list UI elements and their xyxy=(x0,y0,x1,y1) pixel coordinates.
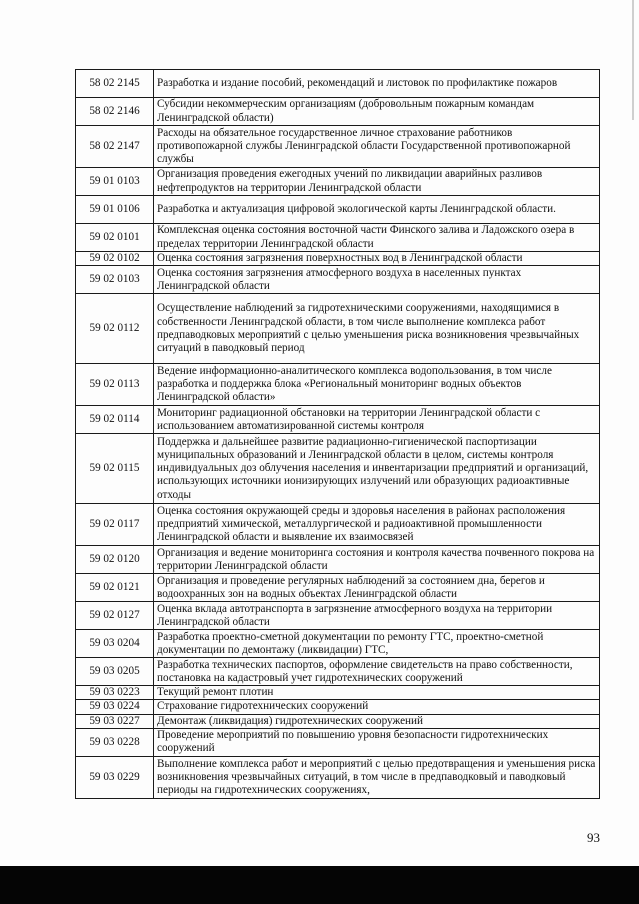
description-cell: Осуществление наблюдений за гидротехническими сооружениями, находящимися в собственности Ленинградской области, в том числе выполнение комплекса работ предпаводковых мероприятий с целью уменьшения риска возникновения чрезвычайных ситуаций в паводковый период xyxy=(154,294,600,364)
code-cell: 59 02 0120 xyxy=(76,546,154,574)
scan-edge-mark xyxy=(632,0,634,120)
code-cell: 58 02 2145 xyxy=(76,70,154,98)
table-row xyxy=(76,406,600,434)
table-row xyxy=(76,504,600,546)
table-row xyxy=(76,546,600,574)
table-row xyxy=(76,434,600,504)
code-cell: 59 02 0112 xyxy=(76,294,154,364)
table-row xyxy=(76,196,600,224)
code-cell: 59 03 0205 xyxy=(76,658,154,686)
description-cell: Организация проведения ежегодных учений по ликвидации аварийных разливов нефтепродуктов на территории Ленинградской области xyxy=(154,168,600,196)
description-cell: Расходы на обязательное государственное личное страхование работников противопожарной службы Ленинградской области Государственной противопожарной службы xyxy=(154,126,600,168)
code-cell: 59 02 0121 xyxy=(76,574,154,602)
code-cell: 59 03 0224 xyxy=(76,700,154,714)
code-cell: 59 02 0102 xyxy=(76,252,154,266)
code-cell: 59 01 0106 xyxy=(76,196,154,224)
description-cell: Страхование гидротехнических сооружений xyxy=(154,700,600,714)
description-cell: Мониторинг радиационной обстановки на территории Ленинградской области с использованием автоматизированной системы контроля xyxy=(154,406,600,434)
table-row xyxy=(76,658,600,686)
code-cell: 59 03 0229 xyxy=(76,756,154,798)
table-row xyxy=(76,756,600,798)
scan-border-bar xyxy=(0,866,639,904)
code-cell: 59 01 0103 xyxy=(76,168,154,196)
code-cell: 59 03 0227 xyxy=(76,714,154,728)
description-cell: Разработка и актуализация цифровой экологической карты Ленинградской области. xyxy=(154,196,600,224)
table-row xyxy=(76,574,600,602)
description-cell: Выполнение комплекса работ и мероприятий с целью предотвращения и уменьшения риска возникновения чрезвычайных ситуаций, в том числе в предпаводковый и паводковый периоды на гидротехнических сооружениях, xyxy=(154,756,600,798)
code-cell: 59 02 0101 xyxy=(76,224,154,252)
description-cell: Разработка проектно-сметной документации по ремонту ГТС, проектно-сметной документации по демонтажу (ликвидации) ГТС, xyxy=(154,630,600,658)
description-cell: Разработка технических паспортов, оформление свидетельств на право собственности, постановка на кадастровый учет гидротехнических сооружений xyxy=(154,658,600,686)
description-cell: Оценка вклада автотранспорта в загрязнение атмосферного воздуха на территории Ленинградской области xyxy=(154,602,600,630)
table-row xyxy=(76,98,600,126)
description-cell: Оценка состояния загрязнения поверхностных вод в Ленинградской области xyxy=(154,252,600,266)
table-row xyxy=(76,364,600,406)
table-row xyxy=(76,714,600,728)
code-cell: 59 02 0115 xyxy=(76,434,154,504)
code-cell: 59 03 0204 xyxy=(76,630,154,658)
code-cell: 59 02 0114 xyxy=(76,406,154,434)
table-row xyxy=(76,294,600,364)
description-cell: Демонтаж (ликвидация) гидротехнических сооружений xyxy=(154,714,600,728)
page-number: 93 xyxy=(587,830,600,845)
table-row xyxy=(76,252,600,266)
code-cell: 59 03 0228 xyxy=(76,728,154,756)
description-cell: Поддержка и дальнейшее развитие радиационно-гигиенической паспортизации муниципальных образований и Ленинградской области в целом, системы контроля индивидуальных доз облучения населения и инвентаризации предприятий и организаций, использующих источники ионизирующих излучений или образующих радиоактивные отходы xyxy=(154,434,600,504)
code-cell: 59 03 0223 xyxy=(76,686,154,700)
table-row xyxy=(76,602,600,630)
table-row xyxy=(76,700,600,714)
table-row xyxy=(76,728,600,756)
description-cell: Комплексная оценка состояния восточной части Финского залива и Ладожского озера в пределах территории Ленинградской области xyxy=(154,224,600,252)
code-cell: 59 02 0117 xyxy=(76,504,154,546)
table-row xyxy=(76,686,600,700)
table-row xyxy=(76,126,600,168)
description-cell: Субсидии некоммерческим организациям (добровольным пожарным командам Ленинградской области) xyxy=(154,98,600,126)
table-row xyxy=(76,168,600,196)
description-cell: Проведение мероприятий по повышению уровня безопасности гидротехнических сооружений xyxy=(154,728,600,756)
code-cell: 59 02 0127 xyxy=(76,602,154,630)
table-row xyxy=(76,630,600,658)
code-cell: 59 02 0113 xyxy=(76,364,154,406)
code-cell: 58 02 2147 xyxy=(76,126,154,168)
description-cell: Организация и ведение мониторинга состояния и контроля качества почвенного покрова на территории Ленинградской области xyxy=(154,546,600,574)
code-cell: 58 02 2146 xyxy=(76,98,154,126)
description-cell: Организация и проведение регулярных наблюдений за состоянием дна, берегов и водоохранных зон на водных объектах Ленинградской области xyxy=(154,574,600,602)
table-row xyxy=(76,70,600,98)
description-cell: Оценка состояния окружающей среды и здоровья населения в районах расположения предприятий химической, металлургической и радиоактивной промышленности Ленинградской области и выявление их взаимосвязей xyxy=(154,504,600,546)
table-row xyxy=(76,266,600,294)
description-cell: Ведение информационно-аналитического комплекса водопользования, в том числе разработка и поддержка блока «Региональный мониторинг водных объектов Ленинградской области» xyxy=(154,364,600,406)
budget-codes-table xyxy=(75,69,600,799)
description-cell: Оценка состояния загрязнения атмосферного воздуха в населенных пунктах Ленинградской области xyxy=(154,266,600,294)
description-cell: Разработка и издание пособий, рекомендаций и листовок по профилактике пожаров xyxy=(154,70,600,98)
description-cell: Текущий ремонт плотин xyxy=(154,686,600,700)
table-row xyxy=(76,224,600,252)
code-cell: 59 02 0103 xyxy=(76,266,154,294)
